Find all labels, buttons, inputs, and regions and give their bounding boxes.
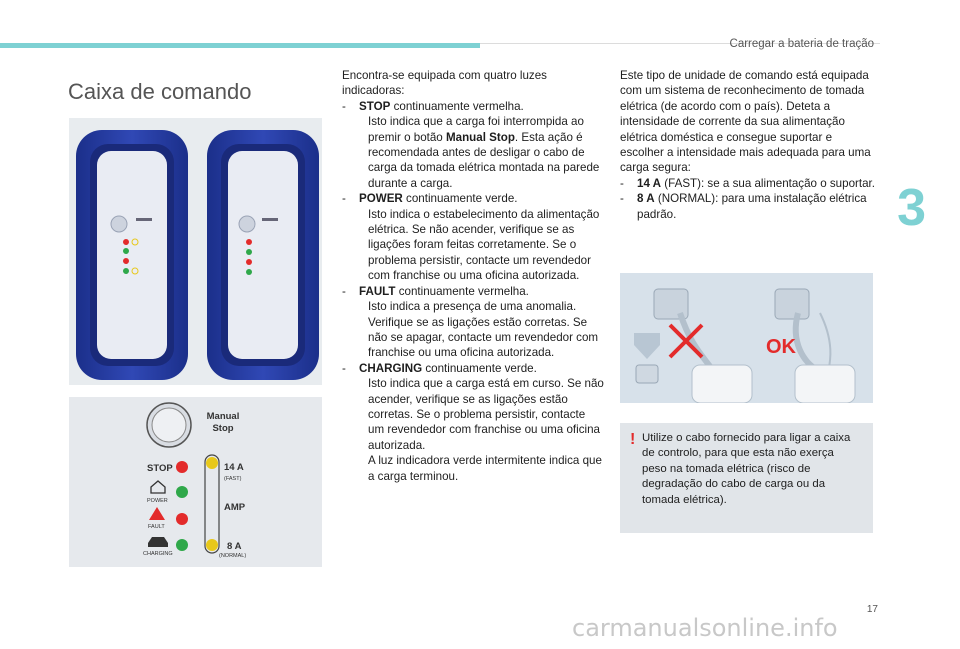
watermark: carmanualsonline.info [572,614,838,642]
list-item-fault [342,284,604,361]
indicator-lights-text [342,68,604,484]
page-title: Caixa de comando [68,78,252,104]
manual-label: Manual [206,411,240,422]
item-key: POWER [359,192,403,206]
warning-mark-icon: ! [630,431,636,448]
list-item-8a [620,191,878,222]
amp-label: AMP [224,502,246,513]
manual-stop-bold: Manual Stop [445,130,515,144]
item-key: 14 A [637,176,662,190]
item-text: Isto indica o estabelecimento da alimentação elétrica. Se não acender, verifique se as ligações foram feitas corretamente. Se o problema persistir, contacte um revendedor com franchise ou uma oficina autorizada. [368,207,600,283]
item-text: Isto indica a presença de uma anomalia. Verifique se as ligações estão corretas. Se não se apagar, contacte um revendedor com franchise ou uma oficina autorizada. [368,300,599,360]
list-item-stop [342,99,604,191]
list-dash: - [620,176,624,190]
list-item-charging [342,361,604,484]
list-dash: - [342,192,346,206]
control-box-figure [69,118,322,385]
warning-box [620,423,873,533]
intro-paragraph: Encontra-se equipada com quatro luzes indicadoras: [342,69,547,98]
control-box-left [76,130,188,380]
stop-led [176,461,188,473]
charging-led [176,539,188,551]
control-box-illustration [69,118,322,385]
ok-label: OK [766,336,796,358]
indicator-panel-illustration [69,397,322,567]
item-text: Isto indica que a carga está em curso. Se não acender, verifique se as ligações estão corretas. Se o problema persistir, contacte um revendedor com franchise ou uma oficina autorizada. [368,377,604,452]
normal-label: (NORMAL) [219,553,247,559]
control-box-right [207,130,319,380]
item-text: (FAST): se a sua alimentação o suportar. [661,176,876,190]
indicator-panel-figure [69,397,322,567]
item-key: 8 A [637,192,655,206]
item-key: CHARGING [359,361,423,375]
fast-label: (FAST) [224,476,242,482]
power-led-label: POWER [147,498,168,504]
list-dash: - [342,361,346,375]
item-text-cont: . Esta ação é recomendada antes de desligar o cabo de carga da tomada elétrica montada na parede durante a carga. [368,130,600,190]
fault-led [176,513,188,525]
warning-triangle-icon [149,507,165,520]
item-key: FAULT [359,284,396,298]
item-state: continuamente verde. [402,192,518,206]
item-key: STOP [359,99,391,113]
charging-led-label: CHARGING [143,551,173,557]
item-text: (NORMAL): para uma instalação elétrica padrão. [637,192,867,221]
page-number: 17 [866,604,878,615]
item-text-extra: A luz indicadora verde intermitente indica que a carga terminou. [368,454,602,483]
list-dash: - [342,99,346,113]
amp-14-label: 14 A [224,462,244,473]
home-icon [151,481,165,493]
header-accent-bar [0,43,480,48]
item-state: continuamente verde. [422,361,537,375]
recognition-text [620,68,878,222]
item-state: continuamente vermelha. [390,99,524,113]
item-text: Isto indica que a carga foi interrompida ao premir o botão [368,115,584,144]
amp-8-label: 8 A [227,541,242,552]
list-dash: - [620,192,624,206]
fault-led-label: FAULT [148,524,165,530]
plug-usage-figure [620,273,873,403]
car-icon [148,537,168,547]
chapter-number: 3 [897,179,926,237]
intro-paragraph: Este tipo de unidade de comando está equipada com um sistema de reconhecimento de tomada elétrica (de acordo com o país). Deteta a intensidade de corrente da sua alimentação elétrica doméstica e consegue suportar e escolher a intensidade mais adequada para uma carga segura: [620,69,871,175]
list-item-14a [620,176,878,191]
list-dash: - [342,284,346,298]
stop-label: Stop [212,423,234,434]
list-item-power [342,191,604,283]
plug-usage-illustration [620,273,873,403]
warning-text: Utilize o cabo fornecido para ligar a caixa de controlo, para que esta não exerça peso na tomada elétrica (risco de degradação do cabo de carga ou da tomada elétrica). [642,432,851,506]
item-state: continuamente vermelha. [395,284,529,298]
stop-led-label: STOP [147,463,173,474]
power-led [176,486,188,498]
section-title: Carregar a bateria de tração [729,38,874,50]
